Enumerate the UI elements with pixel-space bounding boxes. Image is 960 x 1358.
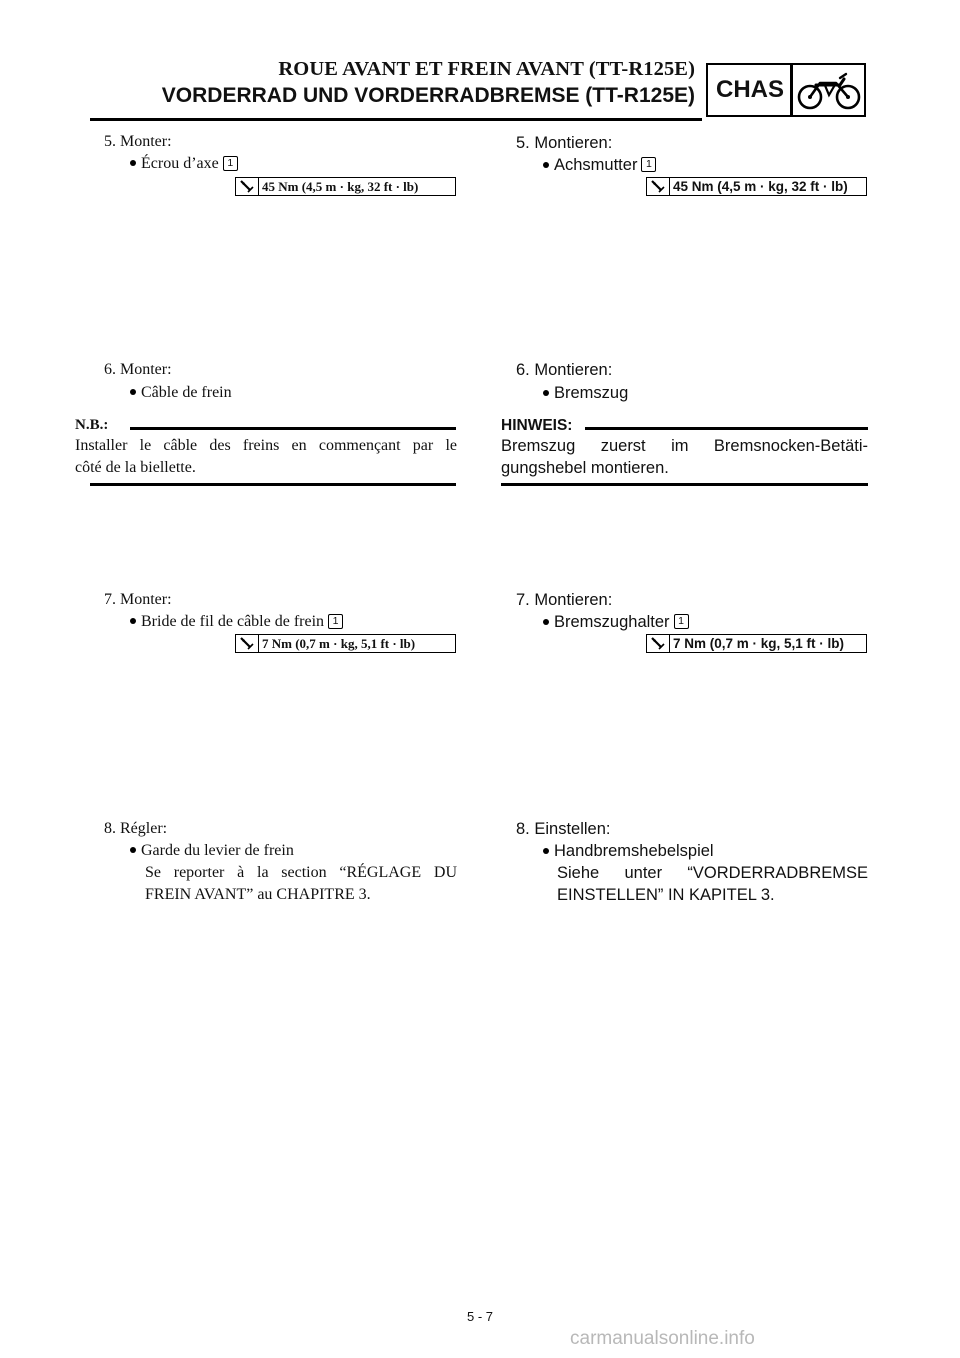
motorcycle-icon <box>796 69 862 111</box>
de-step5-item: Achsmutter 1 <box>543 154 656 176</box>
de-note-line2: gungshebel montieren. <box>501 459 669 477</box>
torque-wrench-icon <box>647 178 670 195</box>
bullet-icon <box>543 162 549 168</box>
page-title-fr: ROUE AVANT ET FREIN AVANT (TT-R125E) <box>278 58 695 80</box>
bullet-icon <box>130 160 136 166</box>
fr-step5-torque-spec <box>235 177 456 196</box>
bullet-icon <box>543 848 549 854</box>
fr-note-line2: côté de la biellette. <box>75 459 196 476</box>
fr-step8-text <box>145 862 457 906</box>
page-title-de: VORDERRAD UND VORDERRADBREMSE (TT-R125E) <box>161 84 695 107</box>
fr-step7-title: 7. Monter: <box>104 591 172 608</box>
bullet-icon <box>543 619 549 625</box>
de-step8-item: Handbremshebelspiel <box>543 840 714 862</box>
fr-step7-torque-spec <box>235 634 456 653</box>
fr-step5-title: 5. Monter: <box>104 133 172 150</box>
section-tag-divider <box>790 63 793 117</box>
fr-note-text <box>75 435 457 479</box>
fr-step8-title: 8. Régler: <box>104 820 168 837</box>
de-step8-text <box>557 862 868 906</box>
torque-wrench-icon <box>647 635 670 652</box>
de-step8-line2: EINSTELLEN” IN KAPITEL 3. <box>557 886 775 904</box>
de-note-bottom-rule <box>501 483 868 486</box>
de-step7-item: Bremszughalter 1 <box>543 611 689 633</box>
fr-step8-line2: FREIN AVANT” au CHAPITRE 3. <box>145 886 371 903</box>
fr-note-bottom-rule <box>90 483 456 486</box>
header-rule <box>90 118 702 121</box>
de-step8-title: 8. Einstellen: <box>516 820 611 838</box>
torque-value: 45 Nm (4,5 m · kg, 32 ft · lb) <box>673 179 848 194</box>
de-step7-title: 7. Montieren: <box>516 591 613 609</box>
de-step7-torque-spec <box>646 634 867 653</box>
torque-value: 7 Nm (0,7 m · kg, 5,1 ft · lb) <box>673 636 845 651</box>
fr-note-line1: Installer le câble des freins en commençant par le <box>75 437 457 454</box>
de-step6-item: Bremszug <box>543 382 628 404</box>
torque-wrench-icon <box>236 635 259 652</box>
fr-step5-item: Écrou d’axe 1 <box>130 153 238 175</box>
callout-number: 1 <box>641 157 656 172</box>
bullet-icon <box>130 389 136 395</box>
callout-number: 1 <box>328 614 343 629</box>
de-note-line1: Bremszug zuerst im Bremsnocken-Betäti- <box>501 437 868 455</box>
fr-step6-item: Câble de frein <box>130 382 232 404</box>
de-note-label: HINWEIS: <box>501 417 573 434</box>
bullet-icon <box>543 390 549 396</box>
fr-step8-line1: Se reporter à la section “RÉGLAGE DU <box>145 864 457 881</box>
de-step6-title: 6. Montieren: <box>516 361 613 379</box>
torque-wrench-icon <box>236 178 259 195</box>
fr-step6-title: 6. Monter: <box>104 361 172 378</box>
section-tag-label: CHAS <box>716 76 785 103</box>
bullet-icon <box>130 618 136 624</box>
fr-step7-item: Bride de fil de câble de frein 1 <box>130 611 343 633</box>
de-note-text <box>501 435 868 479</box>
fr-step8-item: Garde du levier de frein <box>130 840 294 862</box>
page-number: 5 - 7 <box>466 1309 493 1324</box>
fr-note-top-rule <box>130 427 456 430</box>
torque-value: 45 Nm (4,5 m · kg, 32 ft · lb) <box>262 178 419 194</box>
callout-number: 1 <box>223 156 238 171</box>
de-step8-line1: Siehe unter “VORDERRADBREMSE <box>557 864 868 882</box>
torque-value: 7 Nm (0,7 m · kg, 5,1 ft · lb) <box>262 635 416 651</box>
watermark: carmanualsonline.info <box>570 1328 755 1349</box>
de-note-top-rule <box>585 427 868 430</box>
callout-number: 1 <box>674 614 689 629</box>
fr-note-label: N.B.: <box>75 417 109 433</box>
bullet-icon <box>130 847 136 853</box>
de-step5-title: 5. Montieren: <box>516 134 613 152</box>
de-step5-torque-spec <box>646 177 867 196</box>
